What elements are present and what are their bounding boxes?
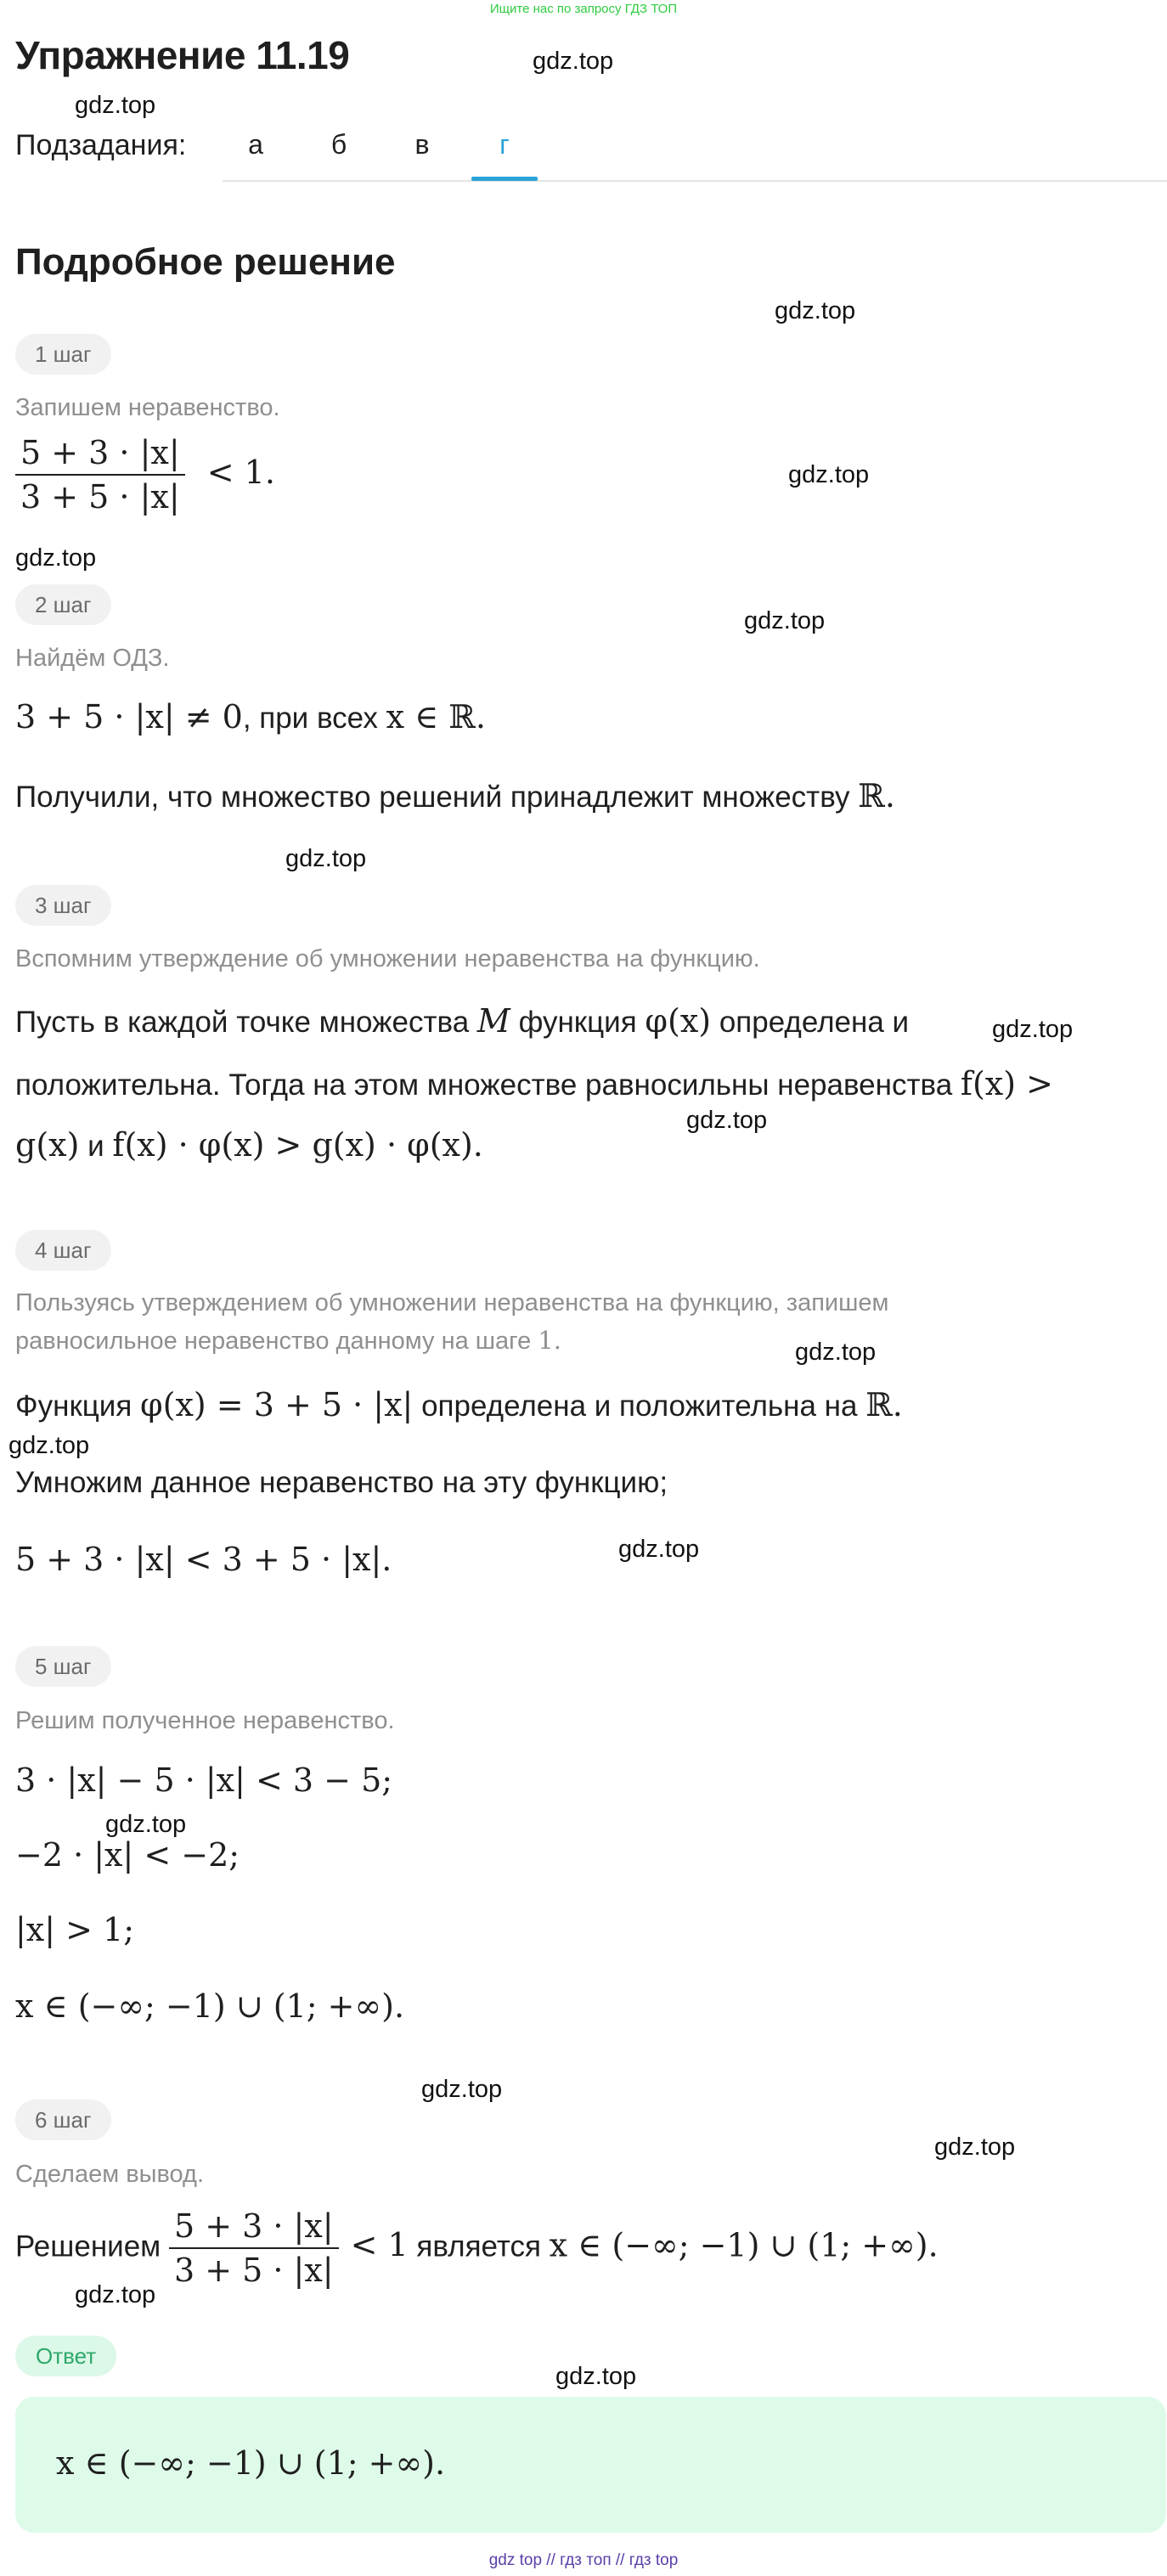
subtasks-label: Подзадания: <box>15 129 187 161</box>
watermark: gdz.top <box>533 48 614 75</box>
watermark: gdz.top <box>744 607 826 634</box>
text-fragment: определена и <box>711 1006 910 1039</box>
math-expression: φ(x) <box>645 1002 712 1040</box>
step-1-inequality <box>15 431 275 518</box>
tabs-divider <box>223 180 1167 182</box>
text-fragment: Пусть в каждой точке множества <box>15 1006 477 1039</box>
answer-value: x ∈ (−∞; −1) ∪ (1; +∞). <box>56 2444 446 2482</box>
tab-a[interactable]: а <box>248 129 263 160</box>
theorem-line-3 <box>15 1126 483 1164</box>
watermark: gdz.top <box>75 2281 156 2308</box>
multiply-instruction: Умножим данное неравенство на эту функцию; <box>15 1466 668 1499</box>
tab-g[interactable]: г <box>499 129 510 160</box>
step-hint: Найдём ОДЗ. <box>15 645 170 672</box>
inequality-rhs: < 1. <box>206 453 275 491</box>
step-badge: 3 шаг <box>15 885 111 926</box>
math-expression: 1. <box>538 1326 561 1355</box>
tab-v[interactable]: в <box>414 129 430 160</box>
text-fragment: Получили, что множество решений принадлежит множеству <box>15 781 859 814</box>
math-expression: f(x) > <box>960 1065 1053 1102</box>
math-expression: g(x) <box>15 1126 80 1164</box>
text-fragment: Решением <box>15 2229 169 2263</box>
theorem-line-2 <box>15 1065 1053 1102</box>
math-expression: f(x) · φ(x) > g(x) · φ(x). <box>112 1126 483 1164</box>
tab-b[interactable]: б <box>330 129 347 160</box>
math-expression: ℝ. <box>865 1386 903 1423</box>
text-fragment: равносильное неравенство данному на шаге <box>15 1327 538 1355</box>
solution-line-3: |x| > 1; <box>15 1911 135 1948</box>
math-expression: 3 + 5 · |x| ≠ 0 <box>15 698 243 736</box>
math-expression: ℝ. <box>858 777 895 815</box>
watermark: gdz.top <box>992 1016 1074 1043</box>
text-fragment: и <box>79 1130 113 1163</box>
step-badge: 6 шаг <box>15 2100 111 2140</box>
step-badge: 5 шаг <box>15 1646 111 1687</box>
step-hint: Вспомним утверждение об умножении неравенства на функцию. <box>15 945 760 972</box>
conclusion-line <box>15 2205 939 2291</box>
solution-line-4: x ∈ (−∞; −1) ∪ (1; +∞). <box>15 1987 405 2025</box>
math-expression: x ∈ ℝ. <box>386 698 486 736</box>
active-tab-indicator <box>471 177 538 181</box>
watermark: gdz.top <box>795 1339 877 1366</box>
watermark: gdz.top <box>934 2134 1016 2161</box>
odz-conclusion <box>15 777 895 815</box>
text-fragment: определена и положительна на <box>413 1389 866 1423</box>
step-hint-line-1: Пользуясь утверждением об умножении неравенства на функцию, запишем <box>15 1289 889 1316</box>
fraction-denominator: 3 + 5 · |x| <box>173 2252 334 2289</box>
step-hint: Запишем неравенство. <box>15 394 280 421</box>
watermark: gdz.top <box>15 544 97 572</box>
step-4-inequality: 5 + 3 · |x| < 3 + 5 · |x|. <box>15 1541 392 1578</box>
math-expression: x ∈ (−∞; −1) ∪ (1; +∞). <box>549 2226 939 2264</box>
theorem-line-1 <box>15 1002 909 1040</box>
footer-links[interactable]: gdz top // гдз топ // гдз top <box>488 2551 679 2569</box>
math-expression: M <box>476 1002 510 1040</box>
function-definition <box>15 1386 903 1423</box>
watermark: gdz.top <box>285 845 367 872</box>
fraction-numerator: 5 + 3 · |x| <box>169 2205 339 2249</box>
math-expression: φ(x) = 3 + 5 · |x| <box>140 1386 414 1423</box>
watermark: gdz.top <box>555 2363 637 2390</box>
watermark: gdz.top <box>775 297 856 324</box>
watermark: gdz.top <box>686 1107 768 1134</box>
odz-line <box>15 698 486 736</box>
section-title: Подробное решение <box>15 241 396 283</box>
answer-badge: Ответ <box>15 2336 116 2376</box>
step-badge: 2 шаг <box>15 584 111 625</box>
watermark: gdz.top <box>788 461 870 488</box>
text-fragment: , при всех <box>242 702 386 735</box>
watermark: gdz.top <box>75 92 156 119</box>
math-expression: < 1 <box>350 2226 409 2264</box>
text-fragment: является <box>408 2229 550 2263</box>
watermark: gdz.top <box>8 1432 90 1459</box>
step-hint: Сделаем вывод. <box>15 2161 205 2188</box>
fraction-numerator: 5 + 3 · |x| <box>15 431 185 476</box>
text-fragment: функция <box>510 1006 646 1039</box>
step-hint-line-2 <box>15 1322 561 1360</box>
watermark: gdz.top <box>618 1536 700 1563</box>
solution-line-1: 3 · |x| − 5 · |x| < 3 − 5; <box>15 1761 393 1799</box>
solution-line-2: −2 · |x| < −2; <box>15 1836 240 1874</box>
fraction-denominator: 3 + 5 · |x| <box>20 478 180 516</box>
watermark: gdz.top <box>421 2076 503 2103</box>
step-badge: 4 шаг <box>15 1230 111 1271</box>
promo-banner[interactable]: Ищите нас по запросу ГДЗ ТОП <box>489 2 678 16</box>
step-hint: Решим полученное неравенство. <box>15 1707 395 1734</box>
watermark: gdz.top <box>105 1811 187 1838</box>
text-fragment: Функция <box>15 1389 141 1423</box>
page-title: Упражнение 11.19 <box>15 33 350 77</box>
step-badge: 1 шаг <box>15 334 111 375</box>
text-fragment: положительна. Тогда на этом множестве равносильны неравенства <box>15 1068 961 1102</box>
